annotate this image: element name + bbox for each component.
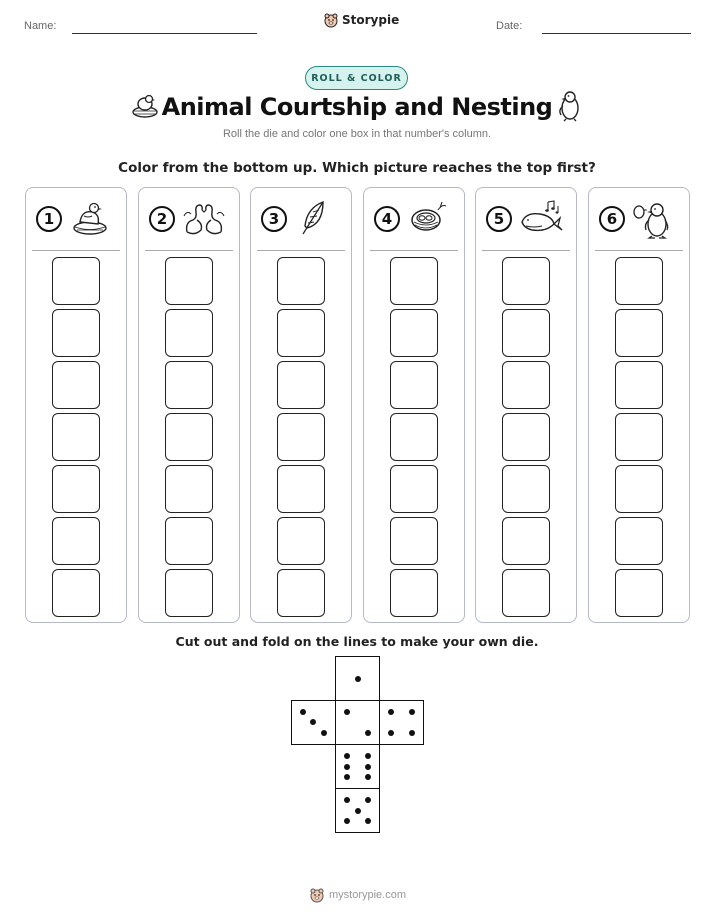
color-box[interactable] xyxy=(52,569,100,617)
color-box[interactable] xyxy=(52,257,100,305)
penguin-with-egg-icon xyxy=(631,198,675,240)
color-box[interactable] xyxy=(165,309,213,357)
name-line[interactable] xyxy=(72,33,257,34)
color-box[interactable] xyxy=(165,517,213,565)
color-box[interactable] xyxy=(165,361,213,409)
storypie-mascot-icon xyxy=(309,887,325,903)
color-box[interactable] xyxy=(277,309,325,357)
color-box[interactable] xyxy=(52,309,100,357)
column-number: 2 xyxy=(149,206,175,232)
color-box[interactable] xyxy=(615,569,663,617)
color-box[interactable] xyxy=(52,465,100,513)
color-box[interactable] xyxy=(390,361,438,409)
date-line[interactable] xyxy=(542,33,691,34)
color-box[interactable] xyxy=(165,569,213,617)
color-box[interactable] xyxy=(615,309,663,357)
color-box[interactable] xyxy=(52,413,100,461)
date-label: Date: xyxy=(496,20,523,32)
name-label: Name: xyxy=(24,20,57,32)
color-box[interactable] xyxy=(615,361,663,409)
color-box[interactable] xyxy=(390,257,438,305)
coloring-instruction: Color from the bottom up. Which picture reaches the top first? xyxy=(118,160,596,176)
color-box[interactable] xyxy=(277,413,325,461)
die-face-four xyxy=(379,700,424,745)
color-box[interactable] xyxy=(165,465,213,513)
column-4 xyxy=(363,187,465,623)
brand-name: Storypie xyxy=(342,13,400,27)
column-3 xyxy=(250,187,352,623)
singing-whale-icon xyxy=(518,198,564,238)
column-number: 6 xyxy=(599,206,625,232)
color-box[interactable] xyxy=(502,465,550,513)
die-instruction: Cut out and fold on the lines to make your own die. xyxy=(175,634,539,649)
color-box[interactable] xyxy=(390,465,438,513)
color-box[interactable] xyxy=(277,465,325,513)
courting-swans-icon xyxy=(181,198,227,238)
color-box[interactable] xyxy=(277,361,325,409)
color-box[interactable] xyxy=(502,257,550,305)
color-box[interactable] xyxy=(277,569,325,617)
column-number: 4 xyxy=(374,206,400,232)
color-box[interactable] xyxy=(502,413,550,461)
color-box[interactable] xyxy=(165,257,213,305)
color-box[interactable] xyxy=(277,257,325,305)
die-pip xyxy=(310,719,316,725)
color-box[interactable] xyxy=(502,569,550,617)
page-subtitle: Roll the die and color one box in that number's column. xyxy=(222,128,492,140)
nest-with-eggs-icon xyxy=(406,198,450,238)
color-box[interactable] xyxy=(390,517,438,565)
column-5 xyxy=(475,187,577,623)
color-box[interactable] xyxy=(277,517,325,565)
color-box[interactable] xyxy=(52,517,100,565)
color-box[interactable] xyxy=(502,517,550,565)
brand-logo xyxy=(323,12,399,28)
column-1 xyxy=(25,187,127,623)
column-number: 1 xyxy=(36,206,62,232)
color-box[interactable] xyxy=(502,309,550,357)
color-box[interactable] xyxy=(615,517,663,565)
penguin-icon xyxy=(553,88,585,122)
color-box[interactable] xyxy=(165,413,213,461)
footer xyxy=(309,887,406,903)
storypie-mascot-icon xyxy=(323,12,339,28)
column-2 xyxy=(138,187,240,623)
die-face-five xyxy=(335,788,380,833)
color-box[interactable] xyxy=(390,569,438,617)
activity-badge: ROLL & COLOR xyxy=(305,66,408,90)
die-face-center xyxy=(335,700,380,745)
color-box[interactable] xyxy=(502,361,550,409)
color-box[interactable] xyxy=(615,257,663,305)
column-6 xyxy=(588,187,690,623)
column-number: 5 xyxy=(486,206,512,232)
die-face-six xyxy=(335,744,380,789)
footer-url[interactable]: mystorypie.com xyxy=(329,889,407,901)
bird-on-nest-icon xyxy=(68,198,112,238)
color-box[interactable] xyxy=(390,413,438,461)
feather-icon xyxy=(293,198,333,238)
die-face-one xyxy=(335,656,380,701)
column-number: 3 xyxy=(261,206,287,232)
color-box[interactable] xyxy=(615,465,663,513)
page-title: Animal Courtship and Nesting xyxy=(161,93,553,121)
color-box[interactable] xyxy=(390,309,438,357)
color-box[interactable] xyxy=(615,413,663,461)
color-box[interactable] xyxy=(52,361,100,409)
